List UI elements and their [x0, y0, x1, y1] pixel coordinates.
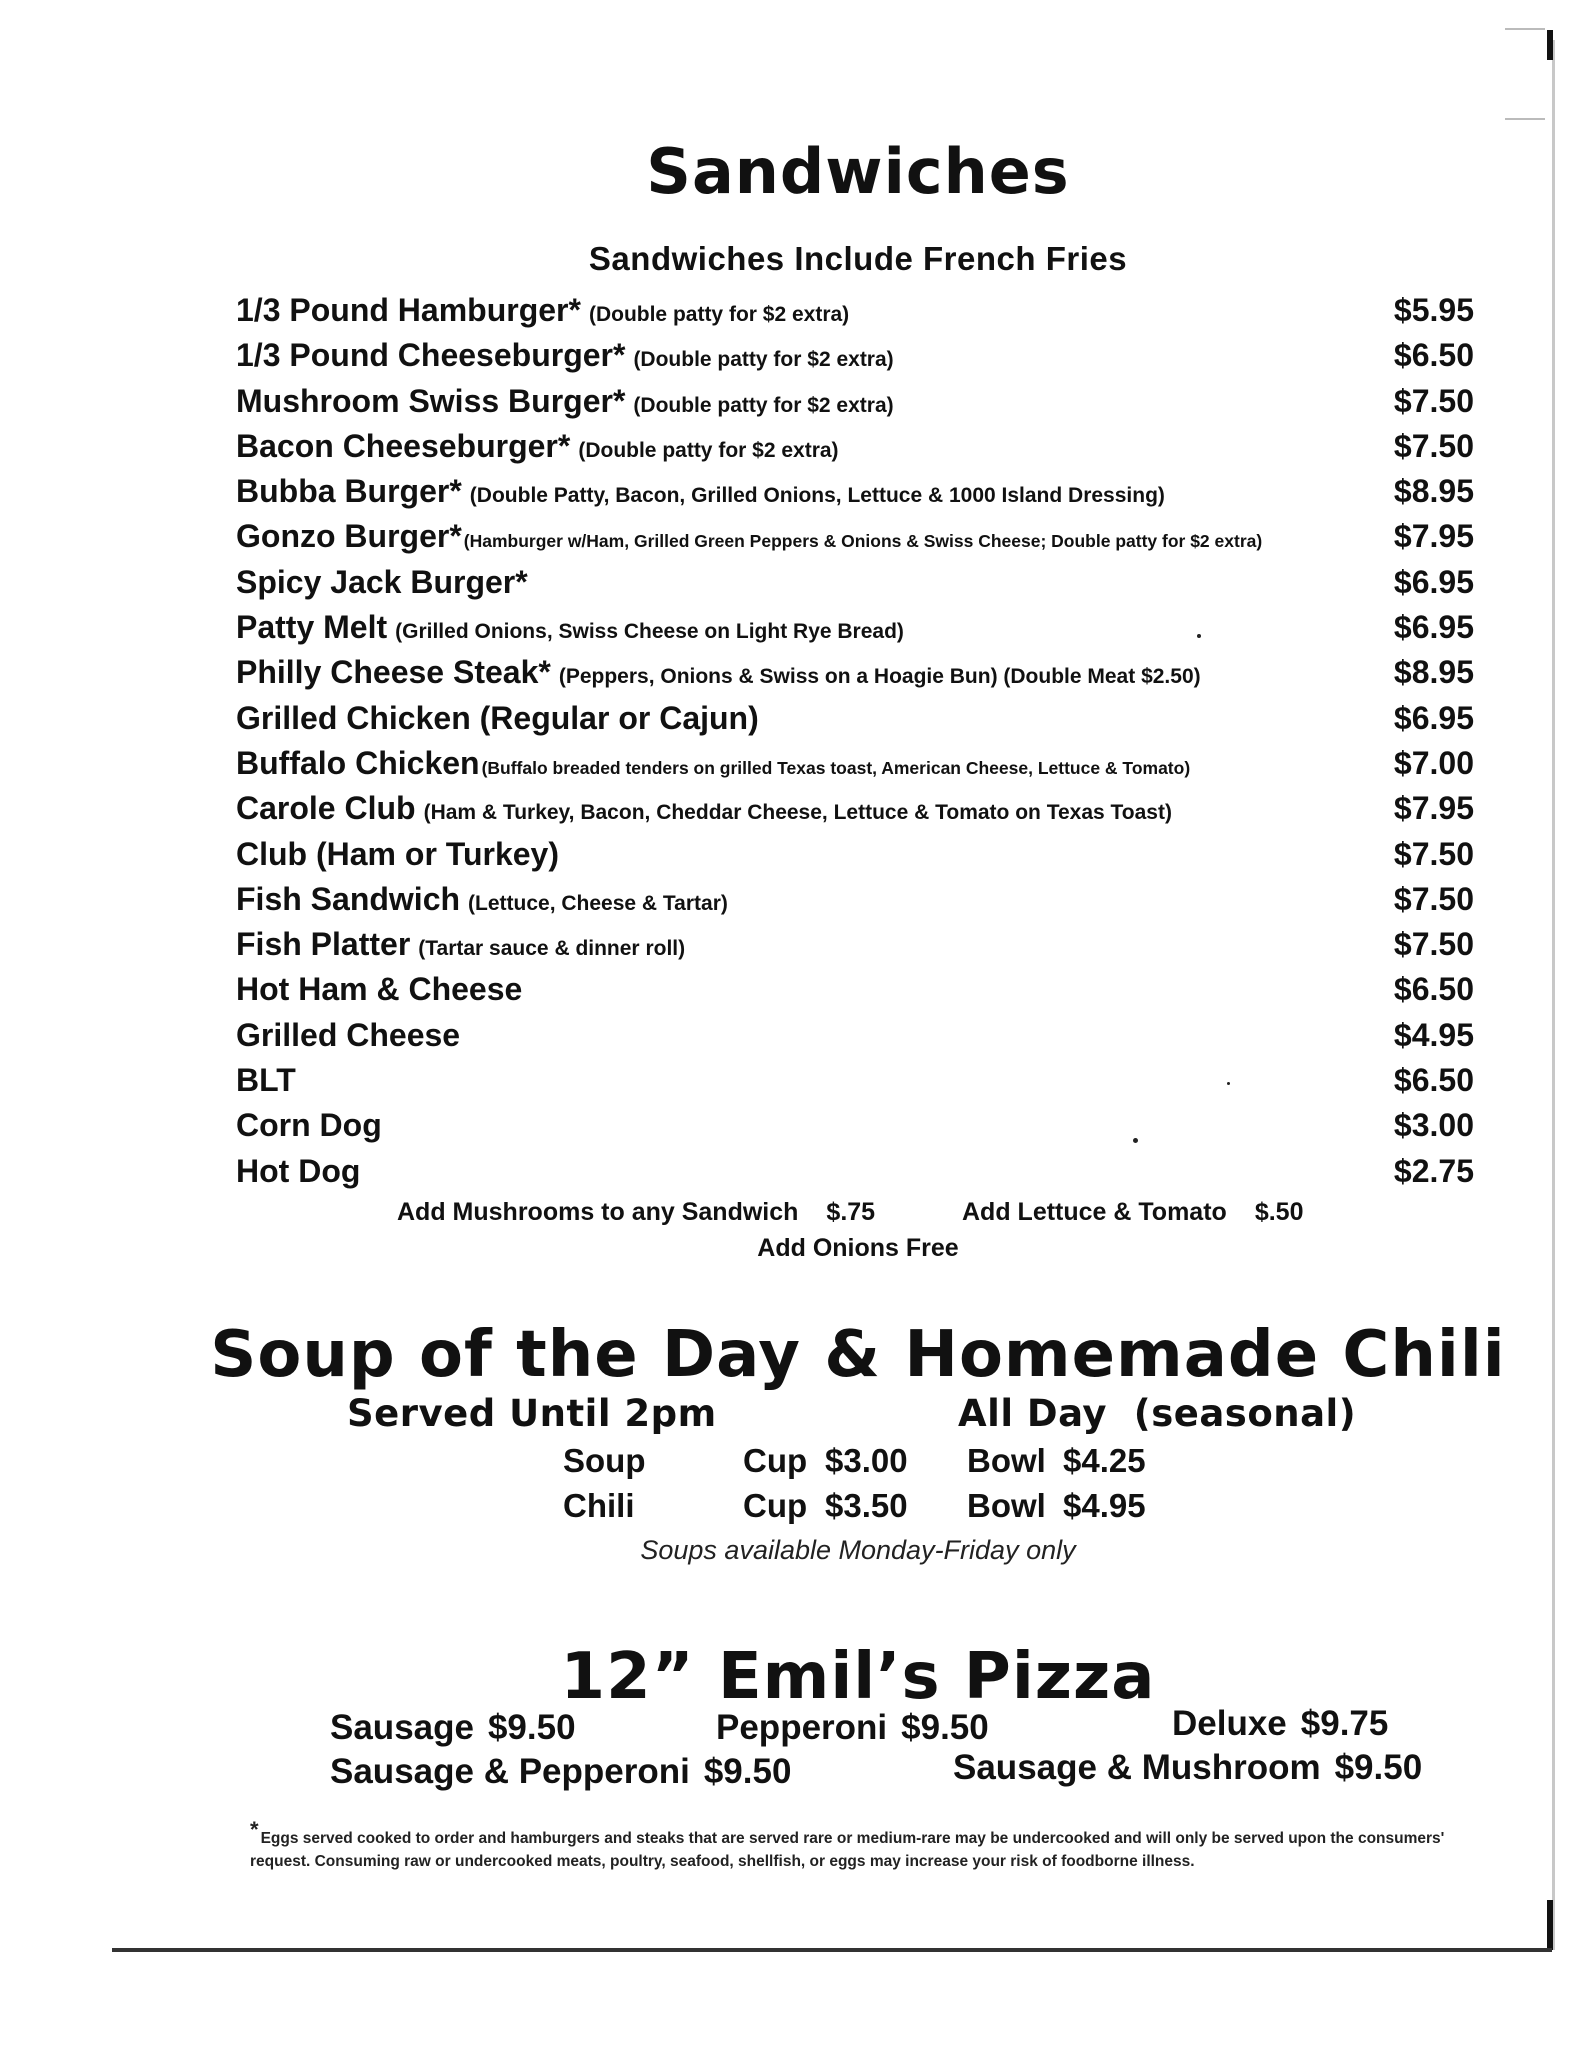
chili-served-hours: All Day (seasonal)	[958, 1392, 1357, 1435]
addon-mushrooms	[397, 1198, 875, 1227]
sandwiches-title: Sandwiches	[646, 135, 1070, 208]
menu-item-row	[236, 337, 1474, 382]
menu-item-price: $7.95	[1393, 790, 1474, 827]
menu-item-row	[236, 518, 1474, 563]
menu-item-name: Gonzo Burger*	[236, 518, 462, 555]
menu-item-price: $7.50	[1393, 382, 1474, 419]
menu-item-description: (Grilled Onions, Swiss Cheese on Light Rye Bread)	[395, 620, 904, 644]
menu-item-row	[236, 1153, 1474, 1198]
cup-label: Cup	[743, 1442, 808, 1479]
menu-item-name: Grilled Chicken (Regular or Cajun)	[236, 699, 759, 736]
menu-item-description: (Hamburger w/Ham, Grilled Green Peppers & Onions & Swiss Cheese; Double patty for $2 extra)	[463, 531, 1263, 552]
menu-item-price: $6.95	[1393, 563, 1474, 600]
menu-item-name: Fish Platter	[236, 926, 411, 963]
scan-mark	[1505, 118, 1545, 120]
pizza-price: $9.50	[1334, 1748, 1423, 1787]
pizza-name: Deluxe	[1172, 1704, 1287, 1743]
menu-item-name: Philly Cheese Steak*	[236, 654, 551, 691]
menu-item-name: Bubba Burger*	[236, 473, 462, 510]
scan-mark	[1547, 1900, 1553, 1950]
menu-item-price: $7.50	[1393, 835, 1474, 872]
menu-item-row	[236, 473, 1474, 518]
pizza-title: 12” Emil’s Pizza	[560, 1640, 1156, 1714]
addon-onions: Add Onions Free	[757, 1234, 959, 1262]
pizza-price: $9.50	[901, 1708, 989, 1747]
menu-item-name: Club (Ham or Turkey)	[236, 835, 559, 872]
soup-price-table	[563, 1442, 1163, 1532]
menu-item-name: Fish Sandwich	[236, 880, 461, 917]
bowl-price: $4.25	[1063, 1442, 1146, 1479]
menu-item-price: $4.95	[1393, 1016, 1474, 1053]
menu-item-name: Grilled Cheese	[236, 1016, 461, 1053]
pizza-item	[330, 1752, 791, 1792]
menu-item-price: $7.00	[1393, 744, 1474, 781]
menu-item-row	[236, 926, 1474, 971]
menu-item-price: $8.95	[1393, 654, 1474, 691]
pizza-name: Pepperoni	[716, 1708, 888, 1747]
addon-mushrooms-price: $.75	[826, 1198, 876, 1226]
menu-item-description: (Double Patty, Bacon, Grilled Onions, Lettuce & 1000 Island Dressing)	[469, 484, 1165, 508]
menu-item-name: Corn Dog	[236, 1107, 382, 1144]
menu-item-name: 1/3 Pound Hamburger*	[236, 292, 581, 328]
addon-lettuce-price: $.50	[1254, 1198, 1304, 1226]
menu-item-name: Spicy Jack Burger*	[236, 563, 528, 600]
menu-item-price: $7.50	[1393, 926, 1474, 963]
pizza-item	[953, 1748, 1422, 1788]
menu-item-name: Carole Club	[236, 790, 416, 827]
menu-item-name: BLT	[236, 1062, 296, 1099]
menu-item-row	[236, 383, 1474, 428]
menu-item-description: (Double patty for $2 extra)	[578, 438, 839, 462]
pizza-price: $9.50	[703, 1752, 792, 1791]
menu-item-row	[236, 564, 1474, 609]
menu-item-description: (Double patty for $2 extra)	[633, 348, 894, 372]
cup-price: $3.50	[825, 1487, 908, 1524]
bowl-price: $4.95	[1063, 1487, 1146, 1524]
menu-item-name: Bacon Cheeseburger*	[236, 427, 571, 464]
scan-mark	[1505, 28, 1545, 30]
pizza-item	[330, 1708, 576, 1748]
menu-item-name: Hot Dog	[236, 1152, 361, 1189]
bowl-label: Bowl	[967, 1487, 1046, 1524]
pizza-name: Sausage & Pepperoni	[330, 1752, 690, 1791]
pizza-name: Sausage	[330, 1708, 474, 1747]
menu-item-row	[236, 790, 1474, 835]
chili-row	[563, 1487, 1163, 1532]
menu-item-price: $6.95	[1393, 699, 1474, 736]
menu-item-row	[236, 1017, 1474, 1062]
menu-item-price: $6.50	[1393, 337, 1474, 374]
menu-item-row	[236, 428, 1474, 473]
menu-item-row	[236, 1107, 1474, 1152]
menu-item-price: $6.95	[1393, 609, 1474, 646]
menu-item-row	[236, 836, 1474, 881]
soup-row	[563, 1442, 1163, 1487]
menu-item-row	[236, 700, 1474, 745]
menu-item-price: $7.50	[1393, 427, 1474, 464]
menu-item-row	[236, 1062, 1474, 1107]
asterisk: *	[250, 1817, 259, 1842]
menu-item-row	[236, 654, 1474, 699]
menu-item-name: Hot Ham & Cheese	[236, 971, 523, 1008]
pizza-name: Sausage & Mushroom	[953, 1748, 1321, 1787]
menu-item-description: (Buffalo breaded tenders on grilled Texas toast, American Cheese, Lettuce & Tomato)	[481, 757, 1191, 778]
menu-item-price: $7.50	[1393, 880, 1474, 917]
bottom-rule	[112, 1948, 1552, 1952]
food-safety-disclaimer	[250, 1818, 1470, 1873]
menu-item-description: (Ham & Turkey, Bacon, Cheddar Cheese, Lettuce & Tomato on Texas Toast)	[423, 801, 1172, 825]
menu-item-name: Mushroom Swiss Burger*	[236, 382, 626, 419]
menu-item-row	[236, 609, 1474, 654]
menu-item-row	[236, 971, 1474, 1016]
menu-item-price: $2.75	[1393, 1152, 1474, 1189]
soup-title: Soup of the Day & Homemade Chili	[210, 1318, 1506, 1392]
pizza-price: $9.50	[487, 1708, 576, 1747]
addon-mushrooms-label: Add Mushrooms to any Sandwich	[397, 1198, 799, 1226]
pizza-item	[716, 1708, 989, 1748]
chili-row-name: Chili	[563, 1487, 635, 1524]
menu-item-description: (Double patty for $2 extra)	[633, 393, 894, 417]
pizza-price: $9.75	[1300, 1704, 1389, 1743]
menu-item-description: (Peppers, Onions & Swiss on a Hoagie Bun) (Double Meat $2.50)	[558, 665, 1201, 689]
disclaimer-text: Eggs served cooked to order and hamburgers and steaks that are served rare or medium-rare may be undercooked and will only be served upon the consumers' request. Consuming raw or undercooked meats, poultry, seafood, shellfish, or eggs may increase your risk of foodborne illness.	[250, 1830, 1445, 1870]
menu-item-name: 1/3 Pound Cheeseburger*	[236, 337, 626, 374]
addon-lettuce	[962, 1198, 1303, 1227]
menu-item-price: $6.50	[1393, 971, 1474, 1008]
soup-served-hours: Served Until 2pm	[347, 1392, 717, 1435]
menu-item-description: (Tartar sauce & dinner roll)	[418, 937, 686, 961]
menu-item-name: Buffalo Chicken	[236, 744, 480, 781]
cup-price: $3.00	[825, 1442, 908, 1479]
pizza-item	[1172, 1704, 1388, 1744]
menu-item-row	[236, 292, 1474, 337]
menu-item-description: (Lettuce, Cheese & Tartar)	[468, 891, 728, 915]
cup-label: Cup	[743, 1487, 808, 1524]
menu-item-price: $5.95	[1393, 292, 1474, 328]
menu-item-row	[236, 881, 1474, 926]
addon-lettuce-label: Add Lettuce & Tomato	[962, 1198, 1227, 1226]
menu-item-price: $3.00	[1393, 1107, 1474, 1144]
sandwiches-subtitle: Sandwiches Include French Fries	[588, 240, 1128, 277]
menu-item-price: $8.95	[1393, 473, 1474, 510]
menu-item-price: $7.95	[1393, 518, 1474, 555]
sandwich-list	[236, 292, 1474, 1198]
bowl-label: Bowl	[967, 1442, 1046, 1479]
soup-row-name: Soup	[563, 1442, 646, 1479]
menu-item-description: (Double patty for $2 extra)	[588, 303, 850, 326]
soup-availability-note: Soups available Monday-Friday only	[640, 1535, 1076, 1565]
menu-item-row	[236, 745, 1474, 790]
scan-mark	[1547, 30, 1553, 60]
menu-item-name: Patty Melt	[236, 609, 388, 646]
menu-item-price: $6.50	[1393, 1062, 1474, 1099]
